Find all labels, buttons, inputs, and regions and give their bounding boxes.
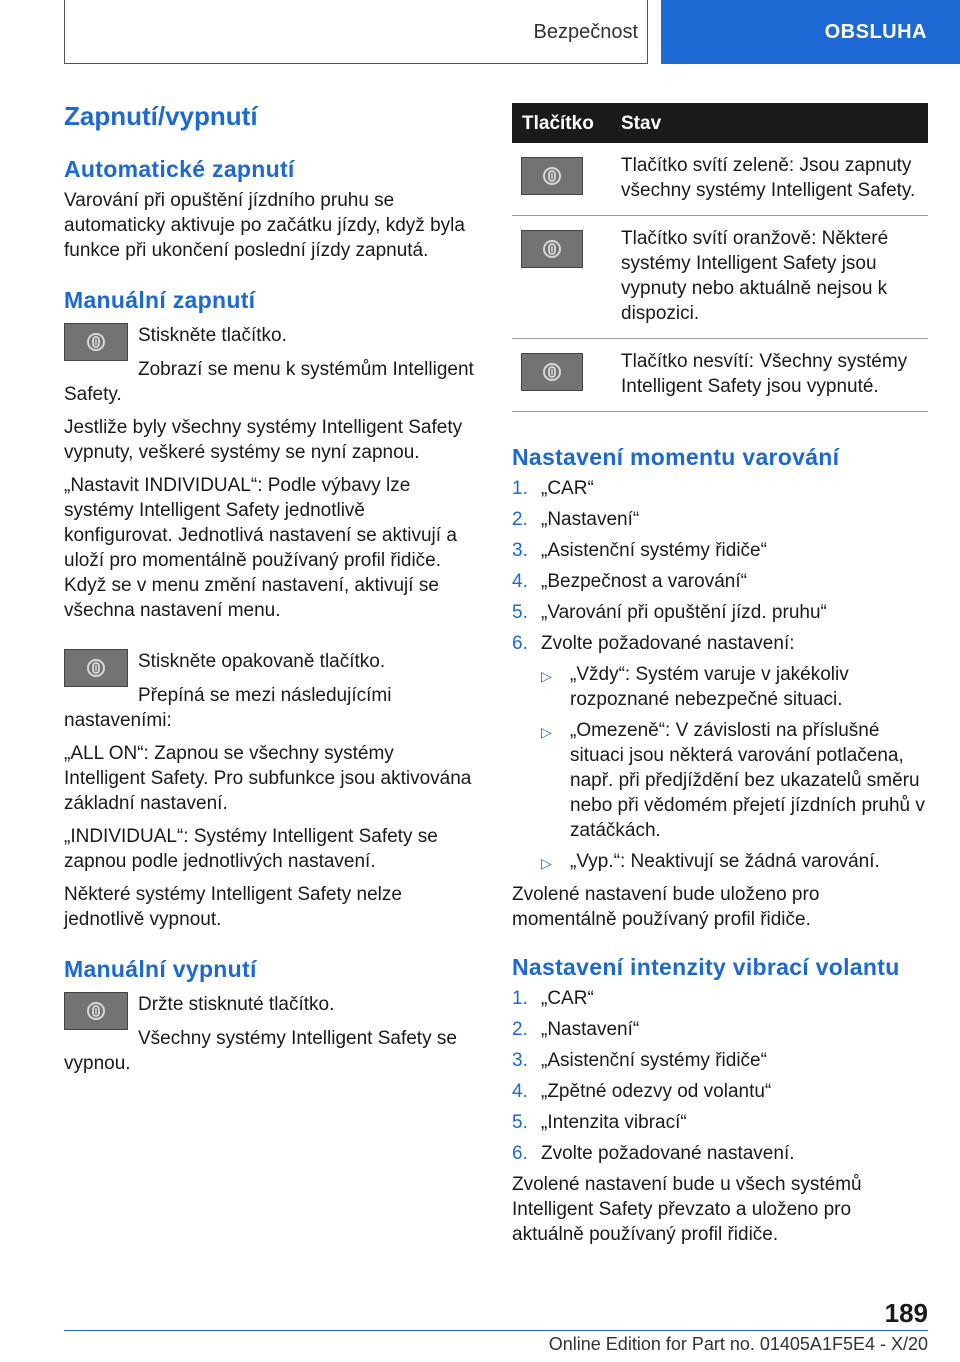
table-header-button: Tlačítko [512,103,621,143]
list-item: 5. „Intenzita vibrací“ [512,1112,687,1133]
footer-edition: Online Edition for Part no. 01405A1F5E4 - X/20 [548,1334,928,1354]
list-item: 5. „Varování při opuštění jízd. pruhu“ [512,602,827,623]
list-item: 6. Zvolte požadované nastavení. [512,1143,795,1164]
manual-off-result-text: Všechny systémy Intelligent Safety se vypnou. [64,1028,457,1074]
auto-on-text: Varování při opuštění jízdního pruhu se automaticky aktivuje po začátku jízdy, když byla funkce při ukončení poslední jízdy zapnutá. [64,190,465,261]
table-cell-state: Tlačítko svítí zeleně: Jsou zapnuty všechny systémy Intelligent Safety. [621,143,928,216]
right-column [512,103,928,1255]
auto-on-heading: Automatické zapnutí [64,156,295,182]
manual-off-heading: Manuální vypnutí [64,956,257,982]
header-section-title: Bezpečnost [533,20,638,43]
safety-button-orange-icon [521,230,583,268]
manual-off-step [64,992,476,1030]
safety-button-icon [64,992,128,1030]
table-cell-state: Tlačítko svítí oranžově: Některé systémy Intelligent Safety jsou vypnuty nebo aktuálně nejsou k dispozici. [621,216,928,339]
manual-on-step [64,323,476,361]
manual-on-p4: „INDIVIDUAL“: Systémy Intelligent Safety se zapnou podle jednotlivých nastavení. [64,826,438,872]
manual-on-p3: „ALL ON“: Zapnou se všechny systémy Intelligent Safety. Pro subfunkce jsou aktivována základní nastavení. [64,743,472,814]
header-chapter-tab: OBSLUHA [661,0,960,64]
list-item: ▷ „Omezeně“: V závislosti na příslušné situaci jsou některá varování potlačena, např. při předjíždění bez ukazatelů směru nebo při vědomém přejetí jízdních pruhů v zatáčkách. [541,720,925,841]
manual-on-result-text: Zobrazí se menu k systémům Intelligent Safety. [64,359,474,405]
manual-off-step-text: Držte stisknuté tlačítko. [138,994,335,1015]
manual-on-p5: Některé systémy Intelligent Safety nelze jednotlivě vypnout. [64,884,402,930]
manual-repeat-result [64,683,476,733]
manual-off-result [64,1026,476,1076]
table-cell-state: Tlačítko nesvítí: Všechny systémy Intelligent Safety jsou vypnuté. [621,339,928,412]
safety-button-icon [64,649,128,687]
manual-repeat-step [64,649,476,687]
list-item: 1. „CAR“ [512,988,594,1009]
triangle-bullet-icon: ▷ [541,855,552,871]
manual-on-result [64,357,476,407]
list-item: 6. Zvolte požadované nastavení: [512,633,795,654]
page-number: 189 [884,1298,928,1328]
table-row [512,143,928,216]
footer-divider [64,1330,928,1331]
table-header-state: Stav [621,103,928,143]
list-item: ▷ „Vždy“: Systém varuje v jakékoliv rozpoznané nebezpečné situaci. [541,664,849,710]
list-item: 3. „Asistenční systémy řidiče“ [512,540,767,561]
vibration-steps [512,986,928,1166]
safety-button-icon [64,323,128,361]
manual-on-p2: „Nastavit INDIVIDUAL“: Podle výbavy lze systémy Intelligent Safety jednotlivě konfigurovat. Jednotlivá nastavení se aktivují a uloží pro momentálně používaný profil řidiče. Když se v menu změní nastavení, aktivují se všechna nastavení menu. [64,475,457,621]
list-item: 1. „CAR“ [512,478,594,499]
manual-repeat-result-text: Přepíná se mezi následujícími nastaveními: [64,685,392,731]
warning-time-steps [512,476,928,656]
list-item: 2. „Nastavení“ [512,509,640,530]
vibration-note: Zvolené nastavení bude u všech systémů Intelligent Safety převzato a uloženo pro aktuálně používaný profil řidiče. [512,1174,862,1245]
manual-on-p1: Jestliže byly všechny systémy Intelligent Safety vypnuty, veškeré systémy se nyní zapnou. [64,417,463,463]
safety-button-off-icon [521,353,583,391]
list-item: ▷ „Vyp.“: Neaktivují se žádná varování. [541,849,928,876]
warning-time-heading: Nastavení momentu varování [512,444,840,470]
list-item: 3. „Asistenční systémy řidiče“ [512,1050,767,1071]
table-row [512,339,928,412]
vibration-heading: Nastavení intenzity vibrací volantu [512,954,900,980]
manual-on-heading: Manuální zapnutí [64,287,256,313]
list-item: 2. „Nastavení“ [512,1019,640,1040]
button-states-table [512,103,928,412]
manual-on-step-text: Stiskněte tlačítko. [138,325,287,346]
list-item: 4. „Bezpečnost a varování“ [512,571,747,592]
warning-time-options [541,662,928,876]
triangle-bullet-icon: ▷ [541,724,552,740]
triangle-bullet-icon: ▷ [541,668,552,684]
safety-button-green-icon [521,157,583,195]
warning-time-note: Zvolené nastavení bude uloženo pro momentálně používaný profil řidiče. [512,884,820,930]
page-title: Zapnutí/vypnutí [64,101,258,131]
manual-repeat-step-text: Stiskněte opakovaně tlačítko. [138,651,386,672]
list-item: 4. „Zpětné odezvy od volantu“ [512,1081,772,1102]
table-row [512,216,928,339]
left-column [64,100,476,1084]
